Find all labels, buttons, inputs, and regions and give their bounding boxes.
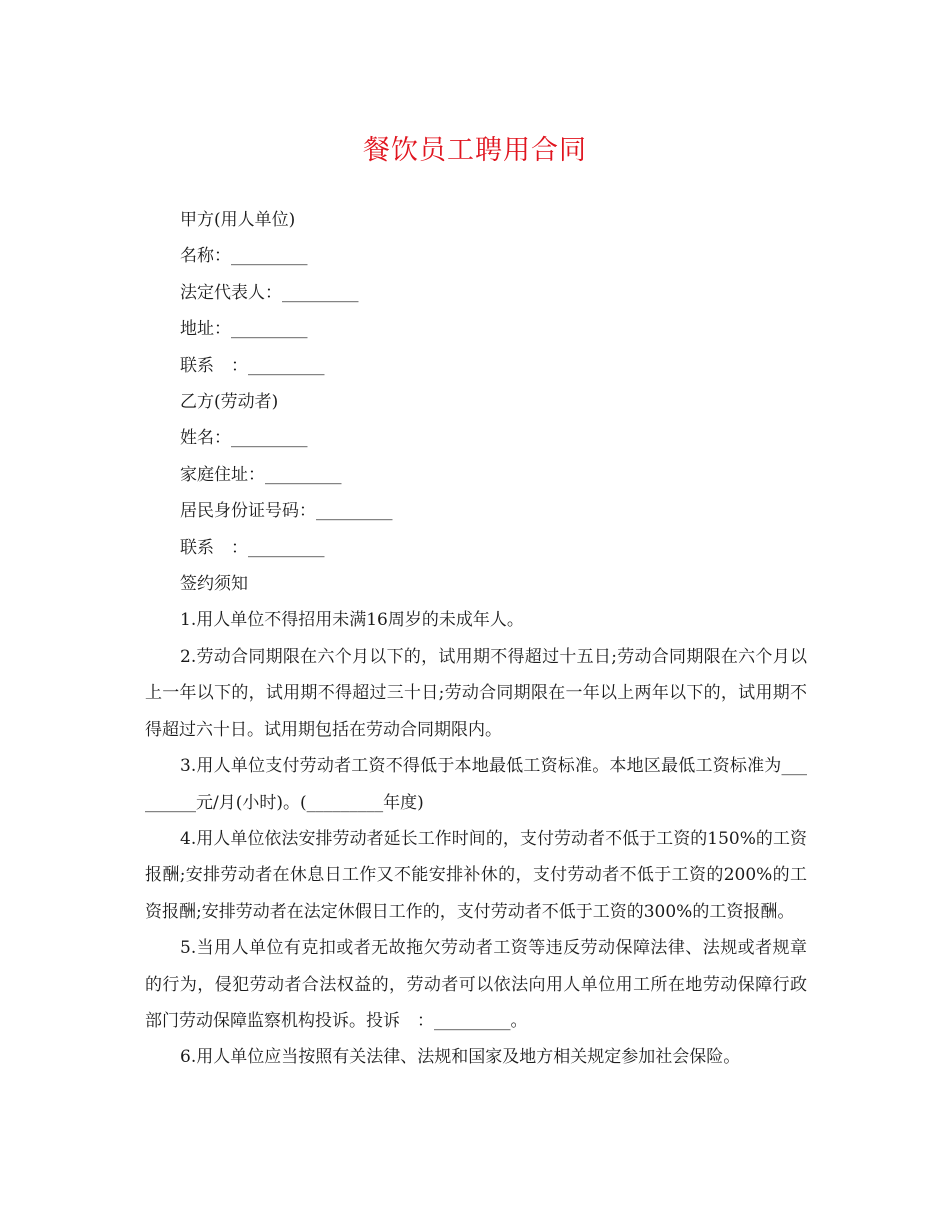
clause-6: 6.用人单位应当按照有关法律、法规和国家及地方相关规定参加社会保险。: [180, 1047, 741, 1068]
clause-4: 4.用人单位依法安排劳动者延长工作时间的，支付劳动者不低于工资的150%的工资报酬;安排劳动者在休息日工作又不能安排补休的，支付劳动者不低于工资的200%的工资报酬;安排劳动者在法定休假日工作的，支付劳动者不低于工资的300%的工资报酬。: [145, 828, 807, 922]
party-b-home-address-field: 家庭住址：_________: [180, 464, 342, 485]
clause-1: 1.用人单位不得招用未满16周岁的未成年人。: [180, 610, 524, 631]
clause-2: 2.劳动合同期限在六个月以下的，试用期不得超过十五日;劳动合同期限在六个月以上一年以下的，试用期不得超过三十日;劳动合同期限在一年以上两年以下的，试用期不得超过六十日。试用期包括在劳动合同期限内。: [145, 646, 807, 740]
party-a-address-field: 地址：_________: [180, 319, 308, 340]
document-body: [145, 202, 807, 1076]
party-a-contact-field: 联系 ：_________: [180, 355, 325, 376]
party-b-contact-field: 联系 ：_________: [180, 537, 325, 558]
party-b-id-number-field: 居民身份证号码：_________: [180, 501, 393, 522]
notice-heading: 签约须知: [180, 574, 248, 595]
party-a-heading: 甲方(用人单位): [180, 210, 296, 230]
party-b-name-field: 姓名：_________: [180, 428, 308, 449]
party-a-name-field: 名称：_________: [180, 246, 308, 267]
party-b-heading: 乙方(劳动者): [180, 392, 279, 413]
clause-5: 5.当用人单位有克扣或者无故拖欠劳动者工资等违反劳动保障法律、法规或者规章的行为，侵犯劳动者合法权益的，劳动者可以依法向用人单位用工所在地劳动保障行政部门劳动保障监察机构投诉。投诉 ：_________。: [145, 938, 807, 1031]
document-title: 餐饮员工聘用合同: [363, 135, 587, 166]
party-a-legal-rep-field: 法定代表人：_________: [180, 282, 359, 303]
clause-3: 3.用人单位支付劳动者工资不得低于本地最低工资标准。本地区最低工资标准为_________元/月(小时)。(_________年度): [145, 756, 807, 813]
